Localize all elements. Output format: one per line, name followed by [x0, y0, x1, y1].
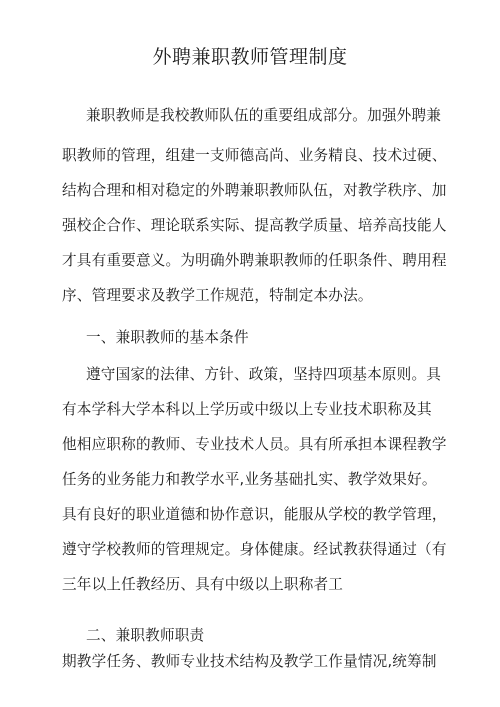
- paragraph-line: 三年以上任教经历、具有中级以上职称者工: [62, 576, 344, 593]
- paragraph-line: 才具有重要意义。为明确外聘兼职教师的任职条件、聘用程: [62, 252, 447, 269]
- paragraph-line: 任务的业务能力和教学水平,业务基础扎实、教学效果好。: [62, 471, 437, 488]
- section-heading: 一、兼职教师的基本条件: [86, 329, 249, 346]
- paragraph-line: 他相应职称的教师、专业技术人员。具有所承担本课程教学: [62, 436, 447, 453]
- paragraph-line: 具有良好的职业道德和协作意识，能服从学校的教学管理，: [62, 506, 447, 523]
- document-title: 外聘兼职教师管理制度: [152, 46, 348, 68]
- paragraph-line: 序、管理要求及教学工作规范，特制定本办法。: [62, 287, 373, 304]
- paragraph-line: 兼职教师是我校教师队伍的重要组成部分。加强外聘兼: [86, 107, 442, 124]
- paragraph-line: 遵守学校教师的管理规定。身体健康。经试教获得通过（有: [62, 541, 447, 558]
- paragraph-line: 遵守国家的法律、方针、政策，坚持四项基本原则。具: [86, 366, 442, 383]
- paragraph-line: 结构合理和相对稳定的外聘兼职教师队伍，对教学秩序、加: [62, 182, 447, 199]
- paragraph-line: 有本学科大学本科以上学历或中级以上专业技术职称及其: [62, 401, 432, 418]
- paragraph-line: 强校企合作、理论联系实际、提高教学质量、培养高技能人: [62, 217, 447, 234]
- paragraph-line: 职教师的管理，组建一支师德高尚、业务精良、技术过硬、: [62, 147, 447, 164]
- section-heading: 二、兼职教师职责: [86, 627, 205, 644]
- paragraph-line: 期教学任务、教师专业技术结构及教学工作量情况,统筹制: [62, 653, 437, 670]
